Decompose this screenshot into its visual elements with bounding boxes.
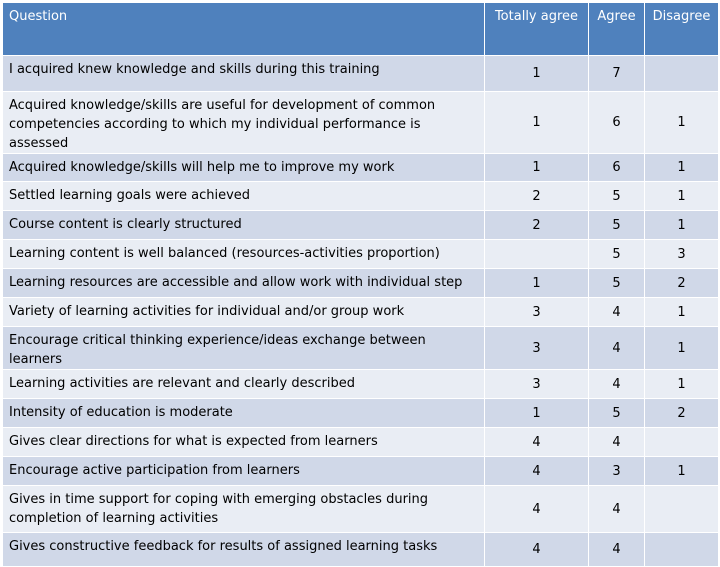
agree-cell: 5 xyxy=(589,269,645,298)
question-cell: Gives constructive feedback for results of assigned learning tasks xyxy=(3,533,485,567)
question-cell: Encourage active participation from learners xyxy=(3,457,485,486)
header-disagree: Disagree xyxy=(645,3,719,56)
totally-agree-cell: 2 xyxy=(485,211,589,240)
totally-agree-cell: 4 xyxy=(485,428,589,457)
header-row xyxy=(3,3,719,56)
agree-cell: 4 xyxy=(589,370,645,399)
agree-cell: 4 xyxy=(589,298,645,327)
disagree-cell xyxy=(645,486,719,533)
disagree-cell: 1 xyxy=(645,457,719,486)
agree-cell: 6 xyxy=(589,92,645,154)
question-cell: Encourage critical thinking experience/ideas exchange between learners xyxy=(3,327,485,370)
question-cell: Gives clear directions for what is expected from learners xyxy=(3,428,485,457)
disagree-cell: 1 xyxy=(645,154,719,182)
disagree-cell: 1 xyxy=(645,327,719,370)
disagree-cell xyxy=(645,428,719,457)
agree-cell: 7 xyxy=(589,56,645,92)
table-row xyxy=(3,399,719,428)
table-row xyxy=(3,240,719,269)
totally-agree-cell: 3 xyxy=(485,298,589,327)
header-question: Question xyxy=(3,3,485,56)
question-cell: Acquired knowledge/skills will help me to improve my work xyxy=(3,154,485,182)
agree-cell: 3 xyxy=(589,457,645,486)
totally-agree-cell: 1 xyxy=(485,92,589,154)
question-cell: Variety of learning activities for individual and/or group work xyxy=(3,298,485,327)
agree-cell: 5 xyxy=(589,240,645,269)
disagree-cell: 1 xyxy=(645,370,719,399)
totally-agree-cell: 1 xyxy=(485,399,589,428)
table-row xyxy=(3,370,719,399)
question-cell: Learning content is well balanced (resources-activities proportion) xyxy=(3,240,485,269)
totally-agree-cell: 2 xyxy=(485,182,589,211)
question-cell: Course content is clearly structured xyxy=(3,211,485,240)
survey-results-table-container xyxy=(2,2,719,567)
survey-results-table xyxy=(2,2,719,567)
table-header xyxy=(3,3,719,56)
agree-cell: 5 xyxy=(589,211,645,240)
table-row xyxy=(3,533,719,567)
question-cell: Gives in time support for coping with emerging obstacles during completion of learning activities xyxy=(3,486,485,533)
totally-agree-cell: 1 xyxy=(485,269,589,298)
table-row xyxy=(3,182,719,211)
totally-agree-cell: 3 xyxy=(485,370,589,399)
totally-agree-cell: 4 xyxy=(485,533,589,567)
agree-cell: 6 xyxy=(589,154,645,182)
disagree-cell xyxy=(645,533,719,567)
disagree-cell: 2 xyxy=(645,399,719,428)
table-row xyxy=(3,457,719,486)
disagree-cell: 1 xyxy=(645,211,719,240)
table-row xyxy=(3,211,719,240)
disagree-cell: 3 xyxy=(645,240,719,269)
totally-agree-cell xyxy=(485,240,589,269)
question-cell: I acquired knew knowledge and skills during this training xyxy=(3,56,485,92)
totally-agree-cell: 1 xyxy=(485,56,589,92)
question-cell: Acquired knowledge/skills are useful for development of common competencies according to which my individual performance is assessed xyxy=(3,92,485,154)
disagree-cell: 2 xyxy=(645,269,719,298)
totally-agree-cell: 1 xyxy=(485,154,589,182)
agree-cell: 4 xyxy=(589,486,645,533)
table-row xyxy=(3,92,719,154)
table-row xyxy=(3,298,719,327)
header-totally-agree: Totally agree xyxy=(485,3,589,56)
header-agree: Agree xyxy=(589,3,645,56)
agree-cell: 5 xyxy=(589,399,645,428)
totally-agree-cell: 4 xyxy=(485,486,589,533)
question-cell: Intensity of education is moderate xyxy=(3,399,485,428)
disagree-cell: 1 xyxy=(645,92,719,154)
table-row xyxy=(3,154,719,182)
agree-cell: 4 xyxy=(589,327,645,370)
table-row xyxy=(3,327,719,370)
disagree-cell xyxy=(645,56,719,92)
totally-agree-cell: 3 xyxy=(485,327,589,370)
question-cell: Settled learning goals were achieved xyxy=(3,182,485,211)
table-row xyxy=(3,486,719,533)
table-row xyxy=(3,56,719,92)
table-row xyxy=(3,428,719,457)
table-row xyxy=(3,269,719,298)
agree-cell: 5 xyxy=(589,182,645,211)
disagree-cell: 1 xyxy=(645,298,719,327)
question-cell: Learning activities are relevant and clearly described xyxy=(3,370,485,399)
question-cell: Learning resources are accessible and allow work with individual step xyxy=(3,269,485,298)
table-body xyxy=(3,56,719,567)
totally-agree-cell: 4 xyxy=(485,457,589,486)
agree-cell: 4 xyxy=(589,533,645,567)
agree-cell: 4 xyxy=(589,428,645,457)
disagree-cell: 1 xyxy=(645,182,719,211)
